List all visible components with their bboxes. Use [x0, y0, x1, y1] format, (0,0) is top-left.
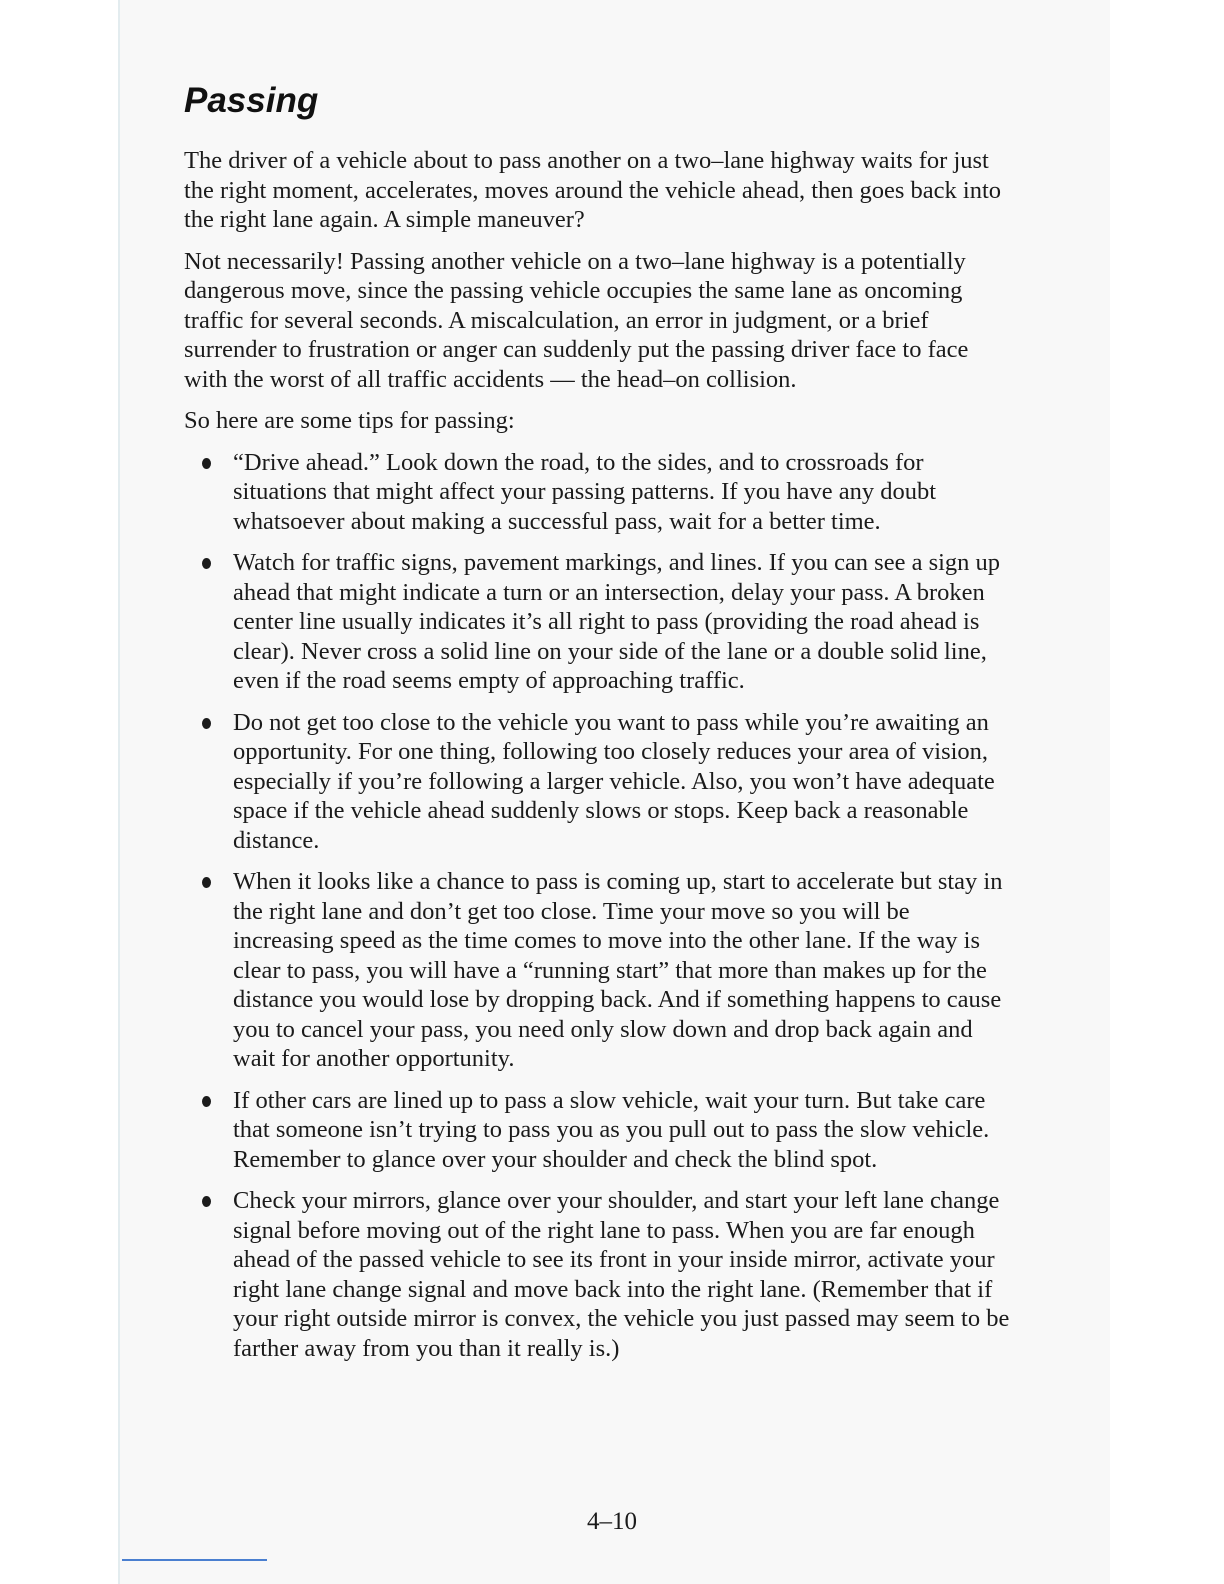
intro-paragraph: The driver of a vehicle about to pass another on a two–lane highway waits for just the right moment, accelerates, moves around the vehicle ahead, then goes back into the right lane again. A simple maneuver? [184, 147, 1002, 233]
tip-item [184, 448, 1014, 537]
tip-item [184, 1086, 1014, 1175]
tip-text: Do not get too close to the vehicle you want to pass while you’re awaiting an opportunity. For one thing, following too closely reduces your area of vision, especially if you’re following a larger vehicle. Also, you won’t have adequate space if the vehicle ahead suddenly slows or stops. Keep back a reasonable distance. [233, 708, 995, 854]
bullet-icon [202, 877, 211, 888]
page-number: 4–10 [587, 1508, 637, 1535]
page-content [184, 80, 1014, 1375]
section-heading: Passing [184, 81, 319, 120]
tip-text: “Drive ahead.” Look down the road, to the sides, and to crossroads for situations that might affect your passing patterns. If you have any doubt whatsoever about making a successful pass, wait for a better time. [233, 448, 937, 535]
tip-text: Check your mirrors, glance over your shoulder, and start your left lane change signal before moving out of the right lane to pass. When you are far enough ahead of the passed vehicle to see its front in your inside mirror, activate your right lane change signal and move back into the right lane. (Remember that if your right outside mirror is convex, the vehicle you just passed may seem to be farther away from you than it really is.) [233, 1187, 1010, 1362]
tip-text: Watch for traffic signs, pavement markings, and lines. If you can see a sign up ahead that might indicate a turn or an intersection, delay your pass. A broken center line usually indicates it’s all right to pass (providing the road ahead is clear). Never cross a solid line on your side of the lane or a double solid line, even if the road seems empty of approaching traffic. [233, 549, 1001, 694]
tips-intro: So here are some tips for passing: [184, 407, 515, 434]
bullet-icon [202, 1196, 211, 1207]
tip-text: When it looks like a chance to pass is coming up, start to accelerate but stay in the right lane and don’t get too close. Time your move so you will be increasing speed as the time comes to move into the other lane. If the way is clear to pass, you will have a “running start” that more than makes up for the distance you would lose by dropping back. And if something happens to cause you to cancel your pass, you need only slow down and drop back again and wait for another opportunity. [233, 868, 1003, 1072]
tip-item [184, 1186, 1014, 1363]
tip-item [184, 708, 1014, 856]
bullet-icon [202, 1096, 211, 1107]
bullet-icon [202, 718, 211, 729]
tip-item [184, 548, 1014, 696]
tip-item [184, 867, 1014, 1074]
footer-divider [122, 1559, 267, 1561]
tips-list [184, 448, 1014, 1364]
tip-text: If other cars are lined up to pass a slow vehicle, wait your turn. But take care that someone isn’t trying to pass you as you pull out to pass the slow vehicle. Remember to glance over your shoulder and check the blind spot. [233, 1086, 990, 1173]
bullet-icon [202, 558, 211, 569]
warning-paragraph: Not necessarily! Passing another vehicle on a two–lane highway is a potentially dangerous move, since the passing vehicle occupies the same lane as oncoming traffic for several seconds. A miscalculation, an error in judgment, or a brief surrender to frustration or anger can suddenly put the passing driver face to face with the worst of all traffic accidents — the head–on collision. [184, 247, 969, 393]
bullet-icon [202, 458, 211, 469]
